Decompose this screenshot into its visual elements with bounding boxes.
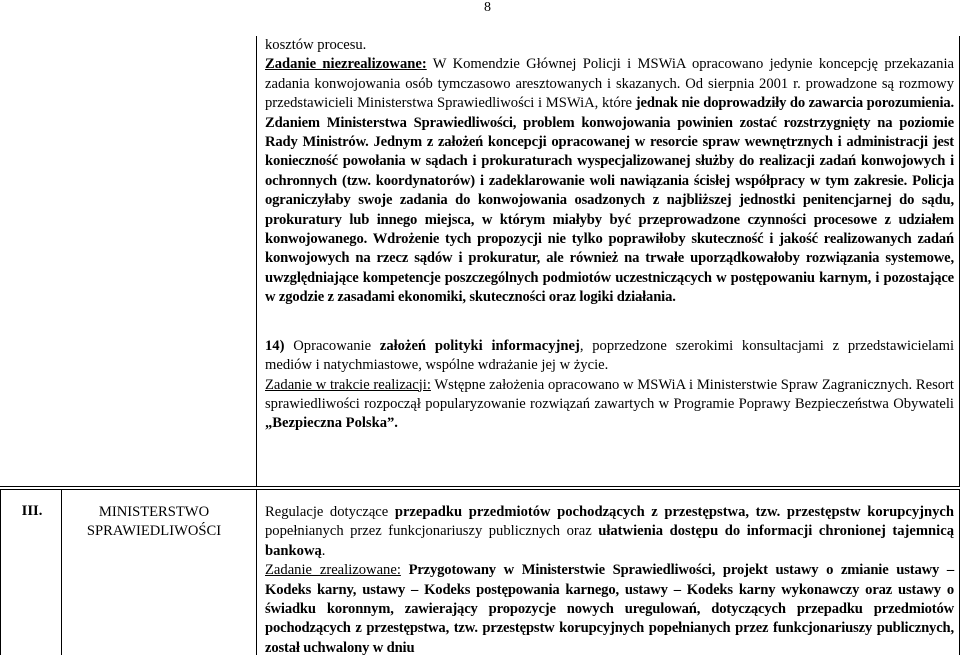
text-run-bold: Przygotowany w Ministerstwie Sprawiedliwości, projekt ustawy o zmianie ustawy – Kodeks karny, ustawy – Kodeks postępowania karnego, ustawy – Kodeks karny wykonawczy oraz ustawy o świadku koronnym, zawierający propozycje nowych uregulowań, dotyczących przepadku przedmiotów pochodzących z przestępstwa, tzw. przestępstw korupcyjnych popełnianych przez funkcjonariuszy publicznych, został uchwalony w dniu bbox=[265, 562, 954, 656]
text-run-bold: jednak nie doprowadziły do zawarcia porozumienia. Zdaniem Ministerstwa Sprawiedliwości, problem konwojowania powinien zostać rozstrzygnięty na poziomie Rady Ministrów. Jednym z założeń koncepcji opracowanej w resorcie spraw wewnętrznych i administracji jest konieczność powołania w sądach i prokuraturach wyspecjalizowanej służby do realizacji zadań konwojowych i ochronnych (tzw. koordynatorów) i zadeklarowanie woli nawiązania ścisłej współpracy w tym zakresie. Policja ograniczyłaby swoje zadania do konwojowania osadzonych z najbliższej jednostki penitencjarnej do sądu, prokuratury lub innego miejsca, w którym miałyby być przeprowadzone czynności procesowe z udziałem konwojowanego. Wdrożenie tych propozycji nie tylko poprawiłoby skuteczność i jakość realizowanych zadań konwojowych na rzecz sądów i prokuratur, ale również na trwałe uporządkowałoby rozwiązania systemowe, uwzględniające kompetencje poszczególnych podmiotów uczestniczących w postępowaniu karnym, i pozostające w zgodzie z zasadami ekonomiki, skuteczności oraz logiki działania. bbox=[265, 95, 954, 306]
paragraph-konwojowanie bbox=[265, 36, 954, 308]
text-run-bold: „Bezpieczna Polska”. bbox=[265, 415, 398, 432]
table-col-divider bbox=[256, 489, 257, 655]
section-title-line: SPRAWIEDLIWOŚCI bbox=[86, 523, 222, 540]
text-run: . bbox=[321, 542, 326, 559]
text-run: Regulacje dotyczące bbox=[265, 504, 395, 520]
status-label: Zadanie zrealizowane: bbox=[265, 562, 401, 579]
table-row-divider bbox=[0, 486, 960, 487]
text-run: kosztów procesu. bbox=[265, 37, 367, 53]
text-run: popełnianych przez funkcjonariuszy publicznych oraz bbox=[265, 523, 599, 540]
section-cell-text bbox=[265, 503, 954, 658]
section-number: III. bbox=[21, 503, 43, 519]
section-title-line: MINISTERSTWO bbox=[98, 504, 210, 520]
section-title bbox=[64, 503, 244, 542]
paragraph-gap bbox=[265, 308, 954, 337]
text-run: W Komendzie Głównej Policji i MSWiA opracowano jedynie koncepcję przekazania zadania konwojowania osób tymczasowo aresztowanych i skazanych. Od sierpnia 2001 r. prowadzone są rozmowy przedstawicieli Ministerstwa Sprawiedliwości i MSWiA, które bbox=[265, 56, 954, 112]
table-border-outer-left bbox=[0, 489, 1, 655]
top-cell-text bbox=[265, 36, 954, 434]
text-run: Wstępne założenia opracowano w MSWiA i Ministerstwie Spraw Zagranicznych. Resort sprawiedliwości rozpoczął popularyzowanie rozwiązań zawartych w Programie Poprawy Bezpieczeństwa Obywateli bbox=[265, 376, 954, 412]
text-run: Opracowanie bbox=[284, 337, 380, 354]
paragraph-przepadek bbox=[265, 503, 954, 658]
text-run-bold: przepadku przedmiotów pochodzących z przestępstwa, tzw. przestępstw korupcyjnych bbox=[394, 504, 954, 520]
status-label: Zadanie niezrealizowane: bbox=[265, 56, 427, 73]
status-label: Zadanie w trakcie realizacji: bbox=[265, 376, 431, 393]
text-run-bold: ułatwienia dostępu do informacji chronionej tajemnicą bankową bbox=[265, 523, 954, 559]
item-number: 14) bbox=[265, 337, 285, 354]
table-border-left bbox=[256, 36, 257, 486]
text-run-bold: założeń polityki informacyjnej bbox=[379, 337, 580, 354]
paragraph-polityka-informacyjna bbox=[265, 337, 954, 434]
table-col-divider bbox=[61, 489, 62, 655]
text-run: , poprzedzone szerokimi konsultacjami z przedstawicielami mediów i natychmiastowe, wspólne wdrażanie jej w życie. bbox=[265, 337, 954, 374]
table-row-divider bbox=[0, 489, 960, 490]
page-number: 8 bbox=[484, 0, 491, 15]
